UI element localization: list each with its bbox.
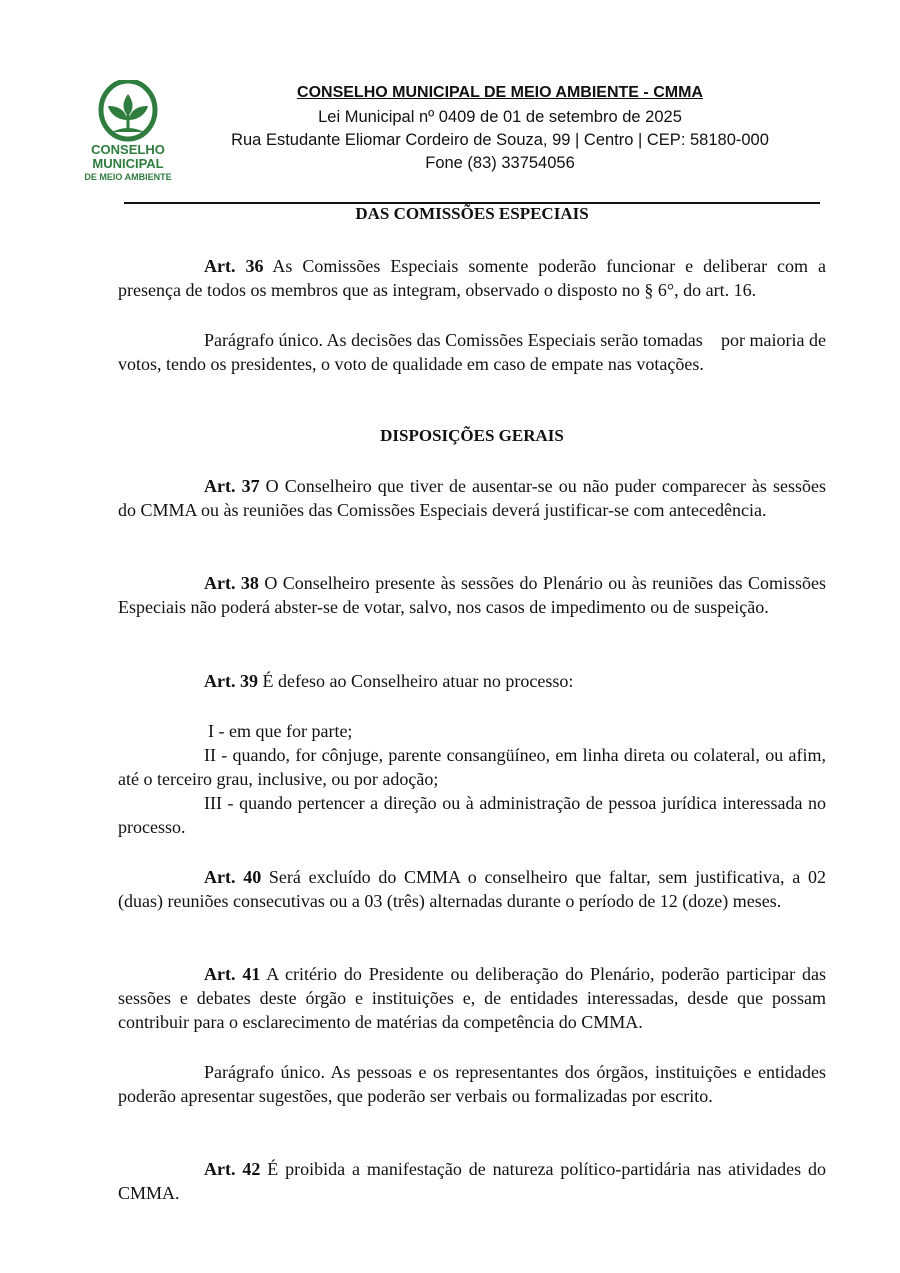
article-label: Art. 39 xyxy=(204,671,258,691)
svg-text:CONSELHO: CONSELHO xyxy=(91,142,165,157)
article-label: Art. 36 xyxy=(204,256,264,276)
article-text: Será excluído do CMMA o conselheiro que faltar, sem justificativa, a 02 (duas) reuniões consecutivas ou a 03 (três) alternadas durante o período de 12 (doze) meses. xyxy=(118,867,826,911)
article-label: Art. 38 xyxy=(204,573,259,593)
article-37 xyxy=(118,474,826,522)
article-39-item-3: III - quando pertencer a direção ou à administração de pessoa jurídica interessada no processo. xyxy=(118,793,826,837)
article-text: A critério do Presidente ou deliberação do Plenário, poderão participar das sessões e debates deste órgão e instituições e, de entidades interessadas, desde que possam contribuir para o esclarecimento de matérias da competência do CMMA. xyxy=(118,964,826,1032)
article-label: Art. 41 xyxy=(204,964,261,984)
section-heading-special: DAS COMISSÕES ESPECIAIS xyxy=(355,204,589,223)
article-39-item-1: I - em que for parte; xyxy=(208,721,353,741)
article-text: O Conselheiro presente às sessões do Plenário ou às reuniões das Comissões Especiais não poderá abster-se de votar, salvo, nos casos de impedimento ou de suspeição. xyxy=(118,573,826,617)
article-text: É defeso ao Conselheiro atuar no processo: xyxy=(257,671,574,691)
article-text: As Comissões Especiais somente poderão funcionar e deliberar com a presença de todos os membros que as integram, observado o disposto no § 6°, do art. 16. xyxy=(118,256,826,300)
article-36 xyxy=(118,254,826,302)
council-title: CONSELHO MUNICIPAL DE MEIO AMBIENTE - CMMA xyxy=(297,84,703,101)
cmma-logo xyxy=(78,80,178,184)
article-label: Art. 37 xyxy=(204,476,260,496)
article-label: Art. 42 xyxy=(204,1159,261,1179)
article-text: É proibida a manifestação de natureza político-partidária nas atividades do CMMA. xyxy=(118,1159,826,1203)
article-40 xyxy=(118,865,826,913)
article-41-sole-paragraph: Parágrafo único. As pessoas e os representantes dos órgãos, instituições e entidades poderão apresentar sugestões, que poderão ser verbais ou formalizadas por escrito. xyxy=(118,1062,826,1106)
article-36-sole-paragraph: Parágrafo único. As decisões das Comissões Especiais serão tomadas por maioria de votos, tendo os presidentes, o voto de qualidade em caso de empate nas votações. xyxy=(118,330,831,374)
article-38 xyxy=(118,571,826,619)
article-label: Art. 40 xyxy=(204,867,262,887)
svg-text:DE MEIO AMBIENTE: DE MEIO AMBIENTE xyxy=(84,172,172,182)
address: Rua Estudante Eliomar Cordeiro de Souza, 99 | Centro | CEP: 58180-000 xyxy=(231,131,769,149)
article-text: O Conselheiro que tiver de ausentar-se ou não puder comparecer às sessões do CMMA ou às reuniões das Comissões Especiais deverá justificar-se com antecedência. xyxy=(118,476,827,520)
phone: Fone (83) 33754056 xyxy=(425,154,575,172)
section-heading-general: DISPOSIÇÕES GERAIS xyxy=(380,426,564,445)
svg-text:MUNICIPAL: MUNICIPAL xyxy=(92,156,164,171)
article-41 xyxy=(118,962,826,1034)
article-39-item-2: II - quando, for cônjuge, parente consangüíneo, em linha direta ou colateral, ou afim, até o terceiro grau, inclusive, ou por adoção; xyxy=(118,745,826,789)
article-42 xyxy=(118,1157,826,1205)
law-reference: Lei Municipal nº 0409 de 01 de setembro de 2025 xyxy=(318,108,682,126)
article-39 xyxy=(118,669,826,693)
